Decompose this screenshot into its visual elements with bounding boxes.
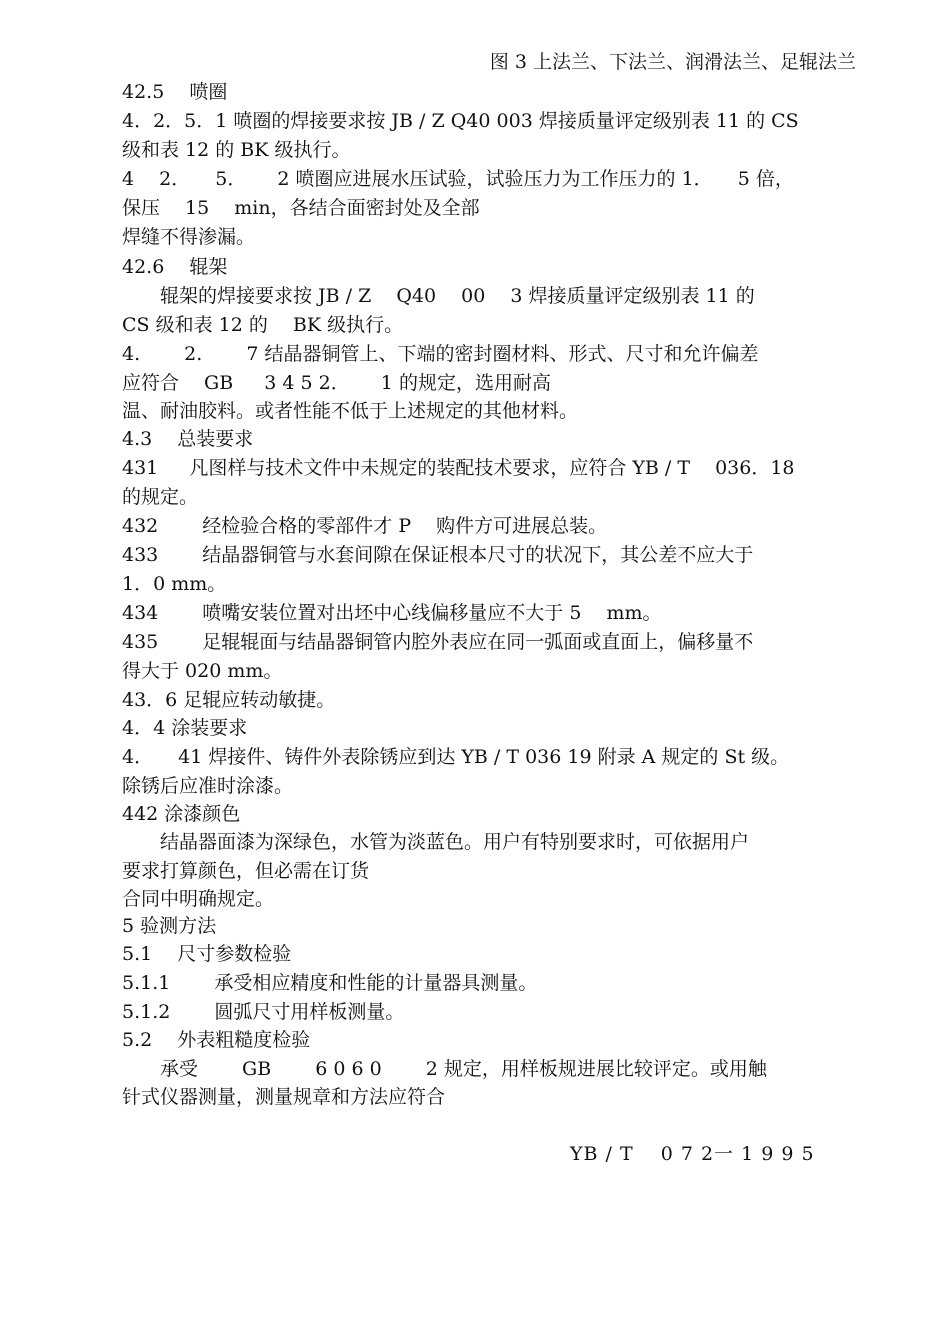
text-line: 辊架的焊接要求按 JB / Z Q40 00 3 焊接质量评定级别表 11 的: [122, 285, 755, 307]
text-line: 434 喷嘴安装位置对出坯中心线偏移量应不大于 5 mm。: [122, 602, 662, 624]
text-line: 要求打算颜色，但必需在订货: [122, 860, 370, 882]
text-line: 结晶器面漆为深绿色，水管为淡蓝色。用户有特别要求时，可依据用户: [122, 831, 750, 853]
section-heading-5: 5 验测方法: [122, 915, 217, 937]
text-line: 4．2．5．1 喷圈的焊接要求按 JB / Z Q40 003 焊接质量评定级别表 11 的 CS: [122, 110, 799, 132]
text-line: 5.1.1 承受相应精度和性能的计量器具测量。: [122, 972, 538, 994]
text-line: 除锈后应准时涂漆。: [122, 775, 294, 797]
text-line: 焊缝不得渗漏。: [122, 226, 256, 248]
text-line: 针式仪器测量，测量规章和方法应符合: [122, 1086, 446, 1108]
section-heading-4-2-6: 42.6 辊架: [122, 256, 228, 278]
text-line: 4 2． 5． 2 喷圈应进展水压试验，试验压力为工作压力的 1． 5 倍，: [122, 168, 794, 190]
section-heading-4-3: 4.3 总装要求: [122, 428, 254, 450]
text-line: 5.1.2 圆弧尺寸用样板测量。: [122, 1001, 405, 1023]
text-line: CS 级和表 12 的 BK 级执行。: [122, 314, 404, 336]
text-line: 433 结晶器铜管与水套间隙在保证根本尺寸的状况下，其公差不应大于: [122, 544, 754, 566]
text-line: 保压 15 min，各结合面密封处及全部: [122, 197, 480, 219]
text-line: 43．6 足辊应转动敏捷。: [122, 689, 336, 711]
text-line: 承受 GB 6 0 6 0 2 规定，用样板规进展比较评定。或用触: [122, 1058, 767, 1080]
figure-caption: 图 3 上法兰、下法兰、润滑法兰、足辊法兰: [489, 51, 856, 73]
text-line: 4． 41 焊接件、铸件外表除锈应到达 YB / T 036 19 附录 A 规定的 St 级。: [122, 746, 790, 768]
text-line: 442 涂漆颜色: [122, 803, 241, 825]
text-line: 得大于 020 mm。: [122, 660, 283, 682]
text-line: 温、耐油胶料。或者性能不低于上述规定的其他材料。: [122, 400, 579, 422]
text-line: 431 凡图样与技术文件中未规定的装配技术要求，应符合 YB / T 036．18: [122, 457, 795, 479]
text-line: 1．0 mm。: [122, 573, 227, 595]
section-heading-4-2-5: 42.5 喷圈: [122, 81, 228, 103]
text-line: 435 足辊辊面与结晶器铜管内腔外表应在同一弧面或直面上，偏移量不: [122, 631, 754, 653]
text-line: 应符合 GB 3 4 5 2． 1 的规定，选用耐高: [122, 372, 551, 394]
section-heading-4-4: 4．4 涂装要求: [122, 717, 248, 739]
section-heading-5-2: 5.2 外表粗糙度检验: [122, 1029, 311, 1051]
footer-standard-number: YB / T 0 7 2一 1 9 9 5: [570, 1143, 815, 1165]
text-line: 合同中明确规定。: [122, 888, 275, 910]
text-line: 的规定。: [122, 486, 199, 508]
text-line: 4. 2. 7 结晶器铜管上、下端的密封圈材料、形式、尺寸和允许偏差: [122, 343, 759, 365]
text-line: 432 经检验合格的零部件才 P 购件方可进展总装。: [122, 515, 608, 537]
section-heading-5-1: 5.1 尺寸参数检验: [122, 943, 292, 965]
text-line: 级和表 12 的 BK 级执行。: [122, 139, 351, 161]
